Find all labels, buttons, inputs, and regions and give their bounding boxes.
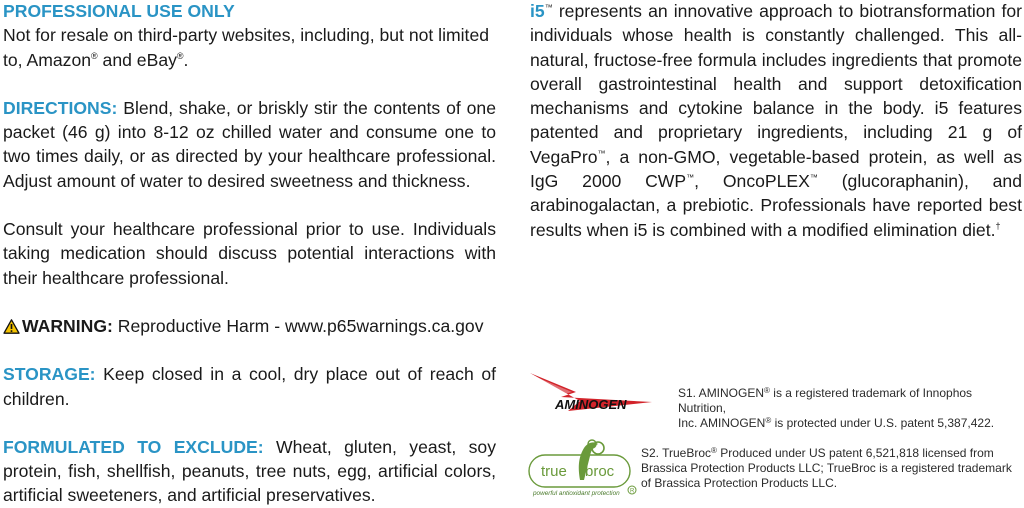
i5-description: [530, 0, 1022, 242]
aminogen-logo: [528, 370, 672, 416]
truebroc-footnote-line1: [641, 446, 1022, 461]
consult-text: Consult your healthcare professional prior to use. Individuals taking medication should discuss potential interactions with their healthcare professional.: [3, 219, 496, 288]
aminogen-footnote-line2: [678, 416, 1022, 431]
truebroc-logo: [528, 438, 640, 498]
truebroc-logo-broc: broc: [585, 463, 615, 480]
registered-mark: ®: [765, 416, 772, 425]
footnote-text: Inc. AMINOGEN: [678, 416, 766, 430]
footnote-text: S1. AMINOGEN: [678, 386, 765, 400]
ebay-text: and eBay: [97, 49, 177, 70]
truebroc-footnote-line2: Brassica Protection Products LLC; TrueBroc is a registered trademark: [641, 461, 1012, 475]
truebroc-logo-true: true: [541, 463, 567, 480]
registered-mark: ®: [91, 50, 98, 61]
footnote-text: Produced under US patent 6,521,818 licensed from: [716, 446, 994, 460]
footnote-text: is a registered trademark of Innophos Nutrition,: [678, 386, 973, 415]
professional-use-line2: [3, 48, 496, 72]
consult-section: [3, 217, 496, 290]
trademark-mark: ™: [544, 3, 553, 12]
directions-section: [3, 96, 496, 193]
footnote-text: is protected under U.S. patent 5,387,422.: [771, 416, 995, 430]
directions-text: Blend, shake, or briskly stir the contents of one packet (46 g) into 8-12 oz chilled water and consume one to two times daily, or as directed by your healthcare professional. Adjust amount of water to desired sweetness and thickness.: [3, 97, 496, 191]
storage-text: Keep closed in a cool, dry place out of reach of children.: [3, 364, 496, 409]
registered-mark: ®: [764, 386, 770, 395]
formulated-section: [3, 435, 496, 508]
truebroc-footnote-line3: of Brassica Protection Products LLC.: [641, 476, 838, 490]
period: .: [183, 49, 189, 70]
formulated-text: Wheat, gluten, yeast, soy protein, fish, shellfish, peanuts, tree nuts, egg, artificial colors, artificial sweeteners, and artificial preservatives.: [3, 436, 496, 506]
registered-mark: ®: [176, 50, 184, 61]
trademark-mark: ™: [686, 173, 695, 183]
aminogen-footnote-line1: [678, 386, 1022, 416]
i5-text-part2: , a non-GMO, vegetable-based protein, as well as IgG 2000 CWP: [530, 146, 1022, 192]
amazon-text: to, Amazon: [3, 49, 92, 70]
trademark-mark: ™: [597, 148, 606, 158]
truebroc-logo-reg: R: [630, 488, 635, 495]
registered-mark: ®: [711, 446, 717, 455]
aminogen-logo-text: AMINOGEN: [555, 397, 627, 412]
i5-text-part1: represents an innovative approach to biotransformation for individuals whose health is constantly challenged. This all-natural, fructose-free formula includes ingredients that promote overall gastrointestinal health and support detoxification mechanisms and cytokine balance in the body. i5 features patented and proprietary ingredients, including 21 g of VegaPro: [530, 1, 1023, 167]
left-column: [3, 0, 496, 508]
professional-use-heading: PROFESSIONAL USE ONLY: [3, 1, 235, 21]
i5-text-part3: , OncoPLEX: [694, 171, 810, 192]
footnote-text: S2. TrueBroc: [641, 446, 712, 460]
formulated-heading: FORMULATED TO EXCLUDE:: [3, 436, 264, 457]
storage-heading: STORAGE:: [3, 364, 96, 385]
warning-section: [3, 314, 496, 338]
professional-use-section: [3, 0, 496, 72]
warning-label: WARNING:: [22, 315, 113, 336]
aminogen-footnote: [678, 386, 1022, 431]
professional-use-line1: Not for resale on third-party websites, including, but not limited: [3, 25, 490, 46]
directions-heading: DIRECTIONS:: [3, 97, 118, 118]
i5-text-part4: (glucoraphanin), and arabinogalactan, a prebiotic. Professionals have reported best results when i5 is combined with a modified elimination diet.: [530, 171, 1022, 240]
warning-text: Reproductive Harm - www.p65warnings.ca.gov: [117, 315, 484, 336]
truebroc-footnote: [641, 446, 1022, 491]
i5-brand: i5: [530, 1, 545, 21]
dagger-mark: †: [995, 220, 1001, 231]
storage-section: [3, 362, 496, 411]
trademark-mark: ™: [809, 173, 818, 183]
warning-triangle-icon: [3, 319, 20, 334]
truebroc-logo-tagline: powerful antioxidant protection: [533, 490, 620, 497]
